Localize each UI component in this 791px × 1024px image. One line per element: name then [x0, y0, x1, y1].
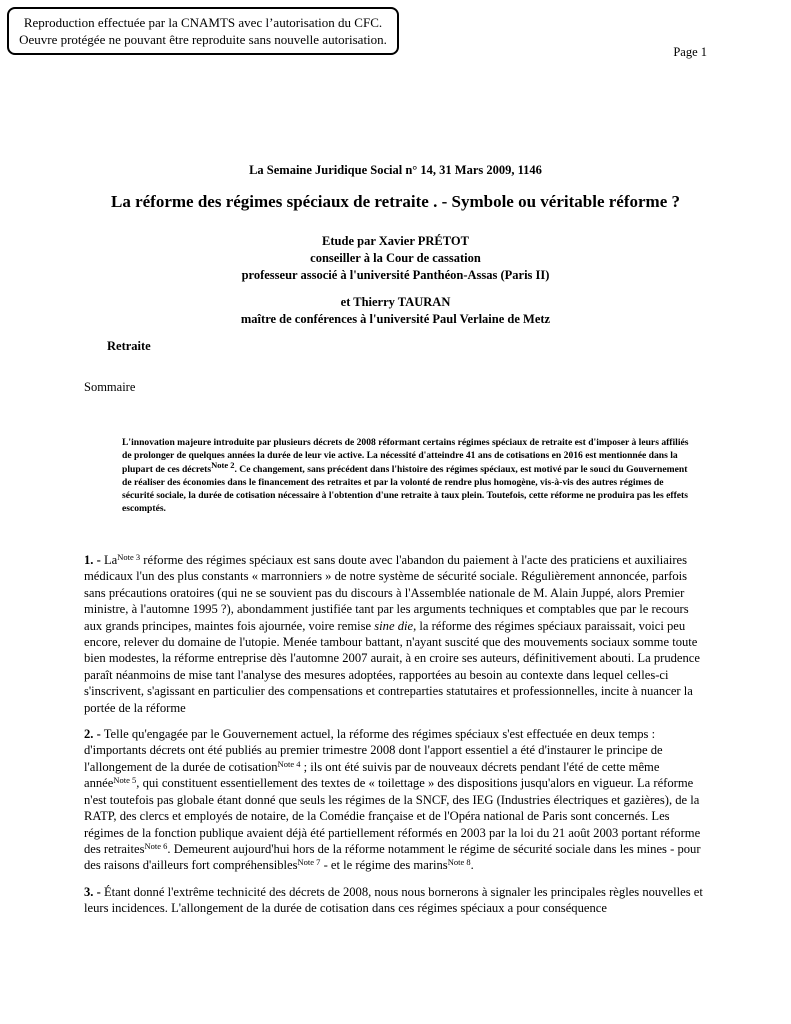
rubric-label: Retraite	[107, 339, 151, 353]
journal-reference: La Semaine Juridique Social n° 14, 31 Mars 2009, 1146	[249, 163, 542, 177]
paragraph-2-text-1: Telle qu'engagée par le Gouvernement actuel, la réforme des régimes spéciaux s'est effectuée en deux temps : d'importants décrets ont été publiés au premier trimestre 2008 dont l'apport essentiel a été d'instaurer le principe de l'allongement de la durée de cotisation	[84, 727, 663, 774]
paragraph-1-text-1: La	[100, 553, 118, 567]
paragraph-2-text-2: ; ils ont été suivis par de nouveaux décrets pendant l'été de cette même année	[84, 759, 660, 791]
author-role-3: maître de conférences à l'université Paul Verlaine de Metz	[240, 312, 551, 326]
author-role-2: professeur associé à l'université Panthéon-Assas (Paris II)	[241, 268, 550, 282]
paragraph-1	[84, 552, 708, 716]
paragraph-2-text-5: - et le régime des marins	[320, 858, 448, 873]
author-role-1: conseiller à la Cour de cassation	[310, 251, 481, 265]
paragraph-1-text-3: , la réforme des régimes spéciaux paraissait, voici peu encore, relever du domaine de l'utopie. Menée tambour battant, n'ayant suscité que des mouvements sociaux somme toute bien modestes, la réforme entreprise dès l'automne 2007 aurait, à en croire ses auteurs, définitivement abouti. La prudence paraît néanmoins de mise tant l'analyse des mesures adoptées, rapportées au besoin au contexte dans lequel celles-ci s'inscrivent, s'agissant en particulier des compensations et contreparties statutaires et professionnelles, incite à nuancer la portée de la réforme	[84, 618, 700, 715]
paragraph-2	[84, 726, 708, 874]
author-block-2	[0, 294, 791, 328]
paragraph-2-text-4: . Demeurent aujourd'hui hors de la réforme notamment le régime de sécurité sociale dans les mines - pour des raisons d'ailleurs fort compréhensibles	[84, 841, 701, 873]
sommaire-heading: Sommaire	[84, 380, 136, 394]
note-reference-3[interactable]: Note 3	[117, 552, 141, 562]
note-reference-8[interactable]: Note 8	[447, 857, 471, 868]
summary-text-2: . Ce changement, sans précédent dans l'histoire des régimes spéciaux, est motivé par le souci du Gouvernement de réaliser des économies dans le financement des retraites et par la volonté de rendre plus homogène, vis-à-vis des autres régimes de sécurité sociale, la durée de cotisation nécessaire à l'obtention d'une retraite à taux plein. Toutefois, cette réforme ne produira pas les effets escomptés.	[122, 463, 688, 515]
copyright-notice-line-1: Reproduction effectuée par la CNAMTS avec l’autorisation du CFC.	[23, 15, 383, 30]
paragraph-2-text-6: .	[470, 858, 474, 873]
paragraph-number-2: 2. -	[84, 727, 101, 742]
author-name-2: et Thierry TAURAN	[340, 295, 451, 309]
author-block-1	[0, 233, 791, 284]
note-reference-2[interactable]: Note 2	[211, 459, 235, 470]
summary-text-1: L'innovation majeure introduite par plusieurs décrets de 2008 réformant certains régimes spéciaux de retraite est d'imposer à leurs affiliés de prolonger de quelques années la durée de leur vie active. La nécessité d'atteindre 41 ans de cotisations en 2016 est mentionnée dans la plupart de ces décrets	[122, 437, 689, 475]
note-reference-6[interactable]: Note 6	[144, 840, 168, 851]
copyright-notice	[7, 7, 399, 55]
article-body	[84, 552, 708, 927]
paragraph-1-text-2: réforme des régimes spéciaux est sans doute avec l'abandon du paiement à l'acte des praticiens et auxiliaires médicaux l'un des plus constants « marronniers » de notre système de sécurité sociale. Régulièrement annoncée, parfois sans précautions oratoires (qui ne se souvient pas du discours à l'Assemblée nationale de M. Alain Juppé, alors Premier ministre, à l'automne 1995 ?), abondamment justifiée tant par les arguments techniques et comptables que par le recours aux grands principes, maintes fois ajournée, voire remise	[84, 553, 689, 633]
paragraph-1-italic: sine die	[374, 618, 414, 633]
note-reference-7[interactable]: Note 7	[297, 857, 321, 868]
article-title: La réforme des régimes spéciaux de retraite . - Symbole ou véritable réforme ?	[110, 192, 680, 211]
paragraph-3-text-1: Étant donné l'extrême technicité des décrets de 2008, nous nous bornerons à signaler les principales règles nouvelles et leurs incidences. L'allongement de la durée de cotisation dans ces régimes spéciaux a pour conséquence	[84, 884, 703, 916]
copyright-notice-line-2: Oeuvre protégée ne pouvant être reproduite sans nouvelle autorisation.	[19, 32, 387, 47]
note-reference-5[interactable]: Note 5	[113, 775, 137, 786]
paragraph-3	[84, 884, 708, 917]
paragraph-number-1: 1. -	[84, 553, 101, 567]
author-name-1: Etude par Xavier PRÉTOT	[322, 234, 469, 248]
paragraph-2-text-3: , qui constituent essentiellement des textes de « toilettage » des dispositions jusqu'alors en vigueur. La réforme n'est toutefois pas globale étant donné que seuls les régimes de la SNCF, des IEG (Industries électriques et gazières), de la RATP, des clercs et employés de notaire, de la Comédie française et de l'Opéra national de Paris sont concernés. Les régimes de la fonction publique avaient déjà été partiellement réformés en 2003 par la loi du 21 août 2003 portant réforme des retraites	[84, 776, 701, 856]
summary-abstract	[122, 436, 692, 516]
page-number: Page 1	[673, 45, 707, 59]
paragraph-number-3: 3. -	[84, 884, 101, 899]
note-reference-4[interactable]: Note 4	[277, 758, 301, 769]
